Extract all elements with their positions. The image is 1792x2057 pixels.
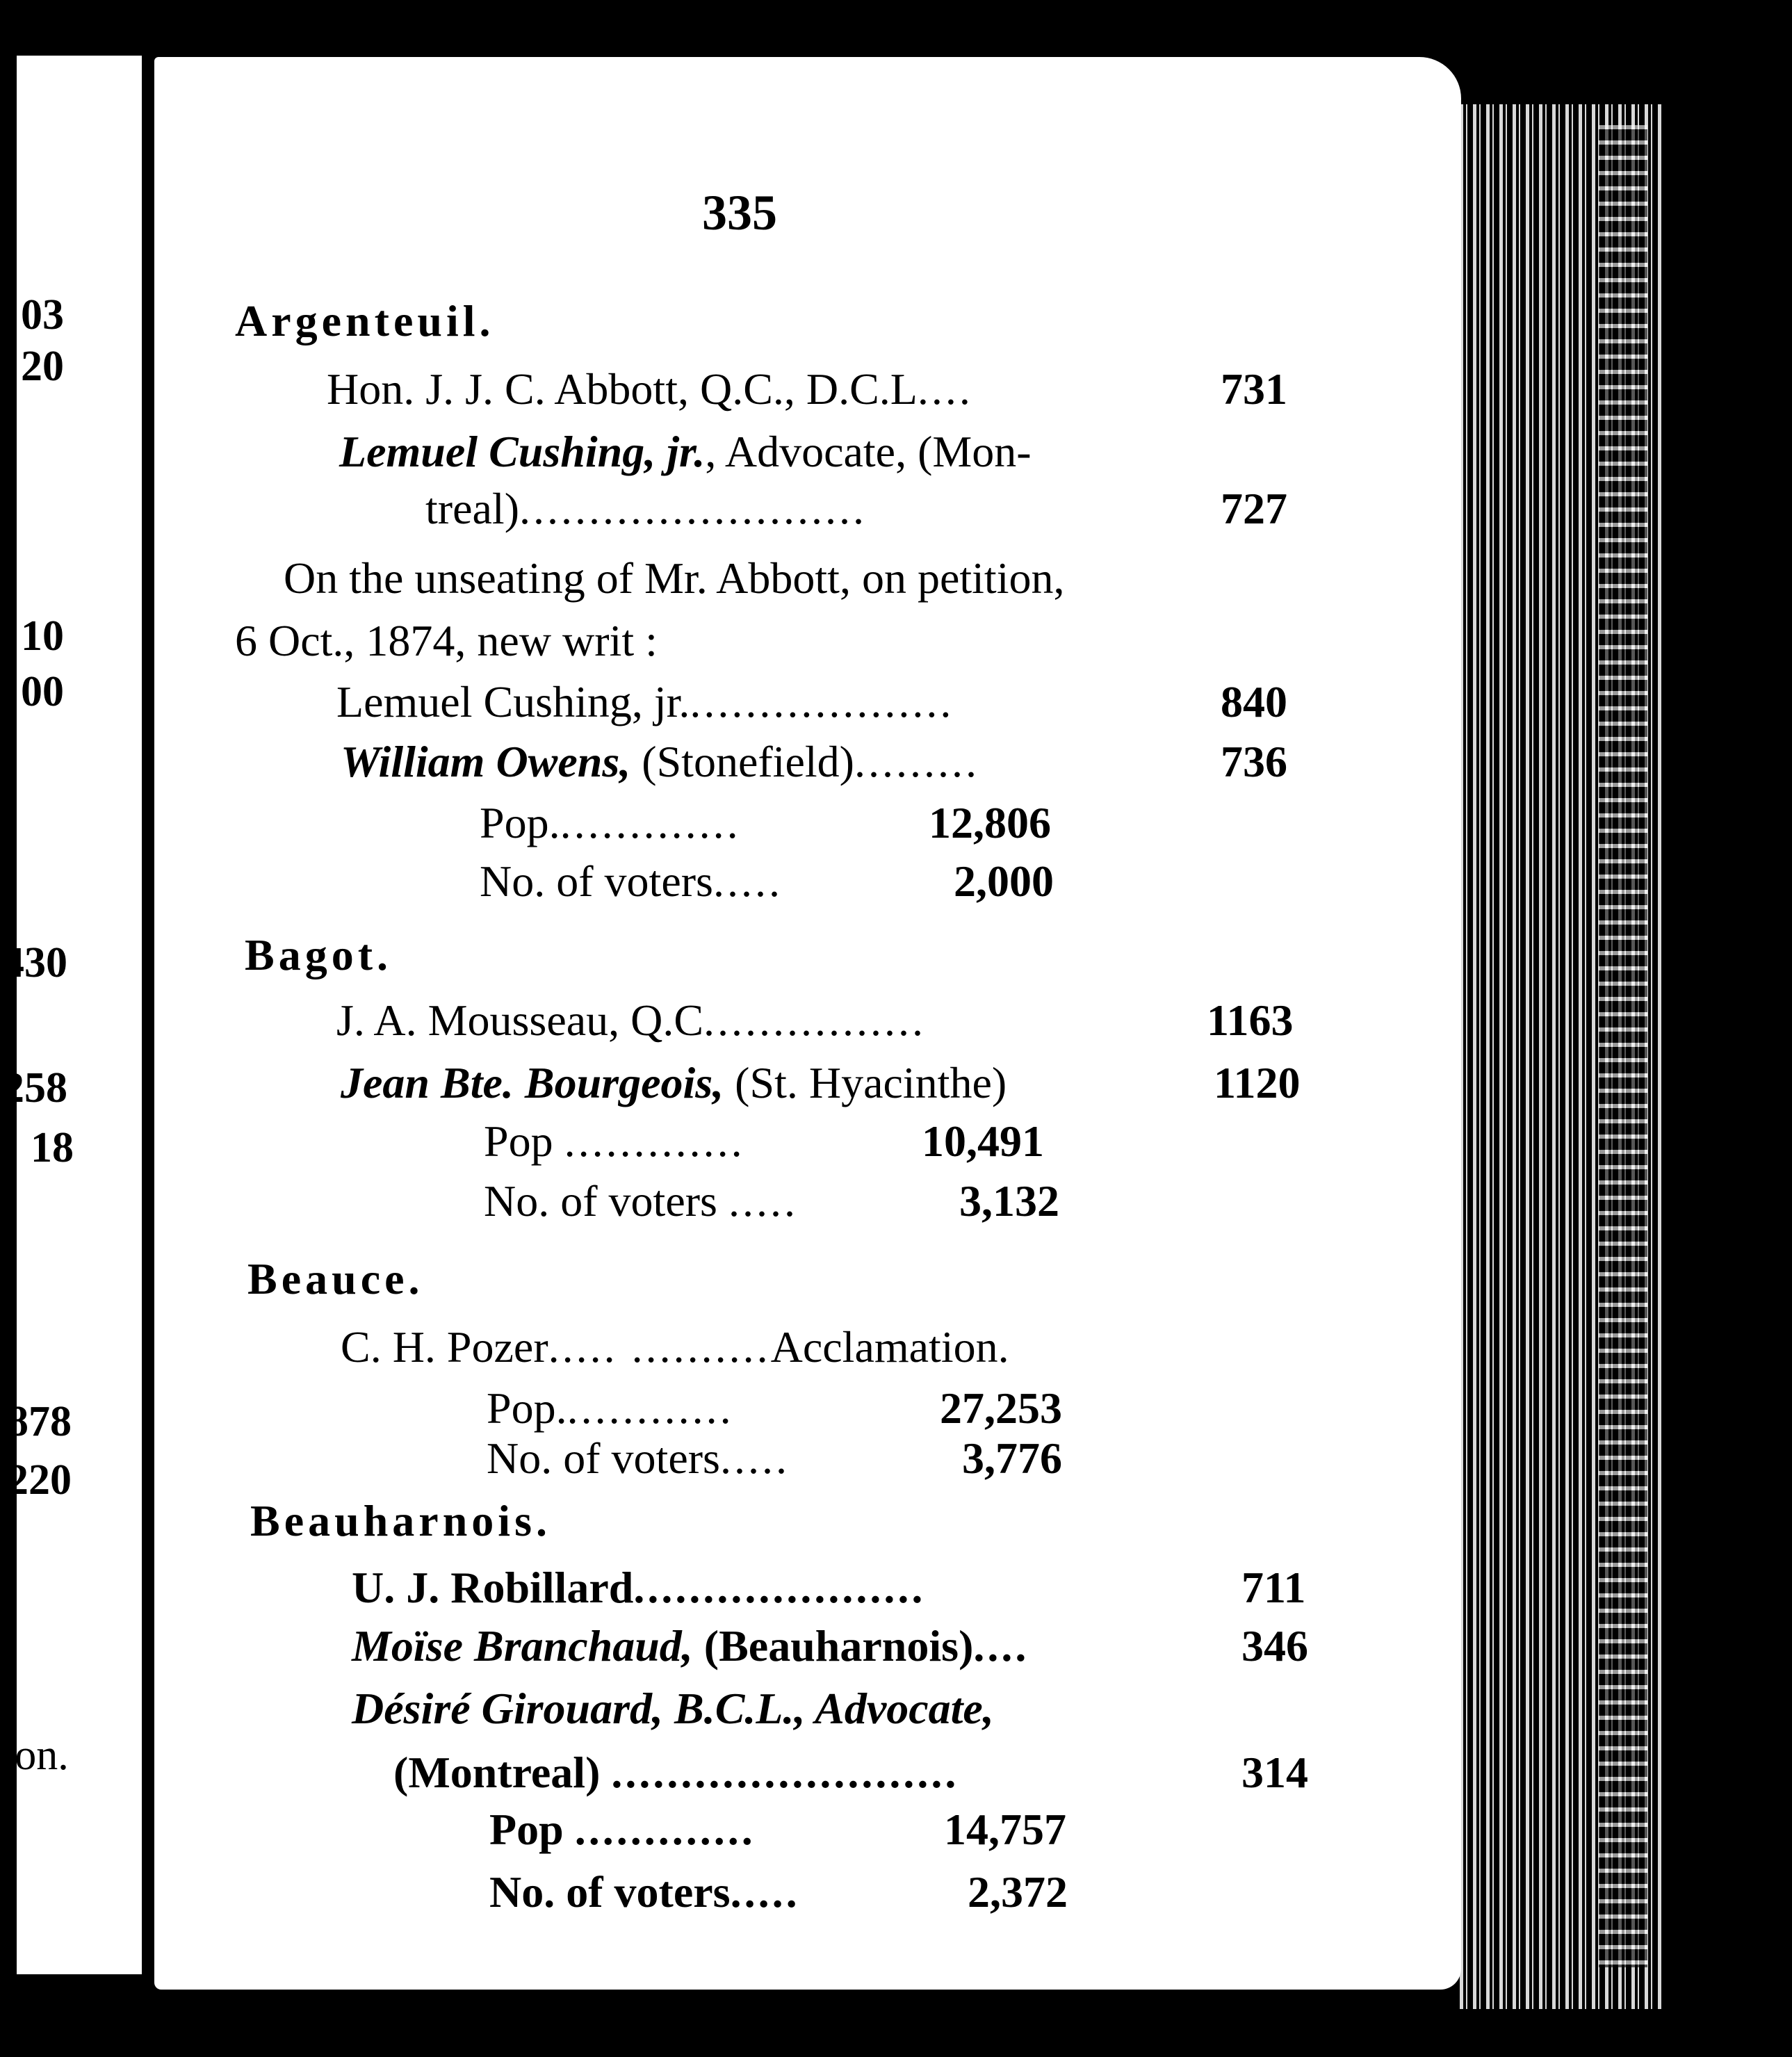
vote-count: 346 — [1241, 1621, 1308, 1670]
population-label: Pop............. — [487, 1383, 734, 1433]
vote-count: 727 — [1221, 484, 1287, 533]
section-heading: Beauce. — [247, 1254, 424, 1303]
candidate-name: Moïse Branchaud, (Beauharnois).... — [352, 1621, 1029, 1670]
population-value: 12,806 — [929, 798, 1051, 847]
page-number: 335 — [702, 185, 777, 241]
section-heading: Beauharnois. — [250, 1496, 551, 1545]
left-margin-number: 10 — [21, 612, 64, 660]
left-margin-number: 220 — [7, 1456, 72, 1504]
left-margin-number: 258 — [3, 1064, 67, 1112]
voters-value: 3,132 — [959, 1176, 1059, 1226]
section-heading: Bagot. — [245, 930, 392, 979]
left-margin-number: 20 — [21, 343, 64, 390]
candidate-name-continued: (Montreal) ......................... — [393, 1748, 959, 1797]
voters-label: No. of voters ..... — [484, 1176, 798, 1226]
candidate-name: C. H. Pozer..... ..........Acclamation. — [341, 1322, 1009, 1372]
section-heading: Argenteuil. — [235, 296, 495, 345]
vote-count: 1163 — [1207, 995, 1294, 1045]
vote-count: 840 — [1221, 677, 1287, 726]
voters-label: No. of voters..... — [487, 1433, 790, 1483]
left-margin-number: 430 — [3, 939, 67, 986]
candidate-name: U. J. Robillard..................... — [352, 1563, 926, 1612]
note-text: On the unseating of Mr. Abbott, on petition, — [284, 553, 1065, 603]
left-margin-number: 00 — [21, 668, 64, 715]
population-label: Pop.............. — [480, 798, 741, 847]
candidate-name: J. A. Mousseau, Q.C................ — [336, 995, 927, 1045]
vote-count: 314 — [1241, 1748, 1308, 1797]
population-label: Pop ............. — [484, 1116, 745, 1166]
page-block-edge — [1599, 125, 1647, 1967]
candidate-name: Jean Bte. Bourgeois, (St. Hyacinthe) — [341, 1058, 1007, 1107]
vote-count: 711 — [1241, 1563, 1306, 1612]
voters-label: No. of voters..... — [480, 856, 783, 906]
left-margin-number: 03 — [21, 291, 64, 339]
vote-count: 736 — [1221, 737, 1287, 786]
vote-count: 731 — [1221, 364, 1287, 414]
candidate-name-continued: treal)......................... — [425, 484, 867, 533]
voters-value: 2,372 — [968, 1867, 1068, 1917]
candidate-name: Désiré Girouard, B.C.L., Advocate, — [352, 1684, 994, 1733]
voters-value: 3,776 — [962, 1433, 1062, 1483]
population-value: 27,253 — [940, 1383, 1062, 1433]
left-margin-number: 18 — [31, 1124, 74, 1171]
left-margin-number: 878 — [7, 1398, 72, 1445]
population-label: Pop ............. — [489, 1805, 756, 1854]
left-margin-number: ion. — [3, 1732, 69, 1779]
candidate-name: Lemuel Cushing, jr., Advocate, (Mon- — [339, 427, 1032, 476]
candidate-name: Lemuel Cushing, jr.................... — [336, 677, 954, 726]
candidate-name: Hon. J. J. C. Abbott, Q.C., D.C.L.... — [327, 364, 973, 414]
population-value: 10,491 — [922, 1116, 1044, 1166]
population-value: 14,757 — [944, 1805, 1066, 1854]
voters-label: No. of voters..... — [489, 1867, 800, 1917]
voters-value: 2,000 — [954, 856, 1054, 906]
note-text: 6 Oct., 1874, new writ : — [235, 616, 658, 665]
candidate-name: William Owens, (Stonefield)......... — [341, 737, 979, 786]
vote-count: 1120 — [1214, 1058, 1301, 1107]
